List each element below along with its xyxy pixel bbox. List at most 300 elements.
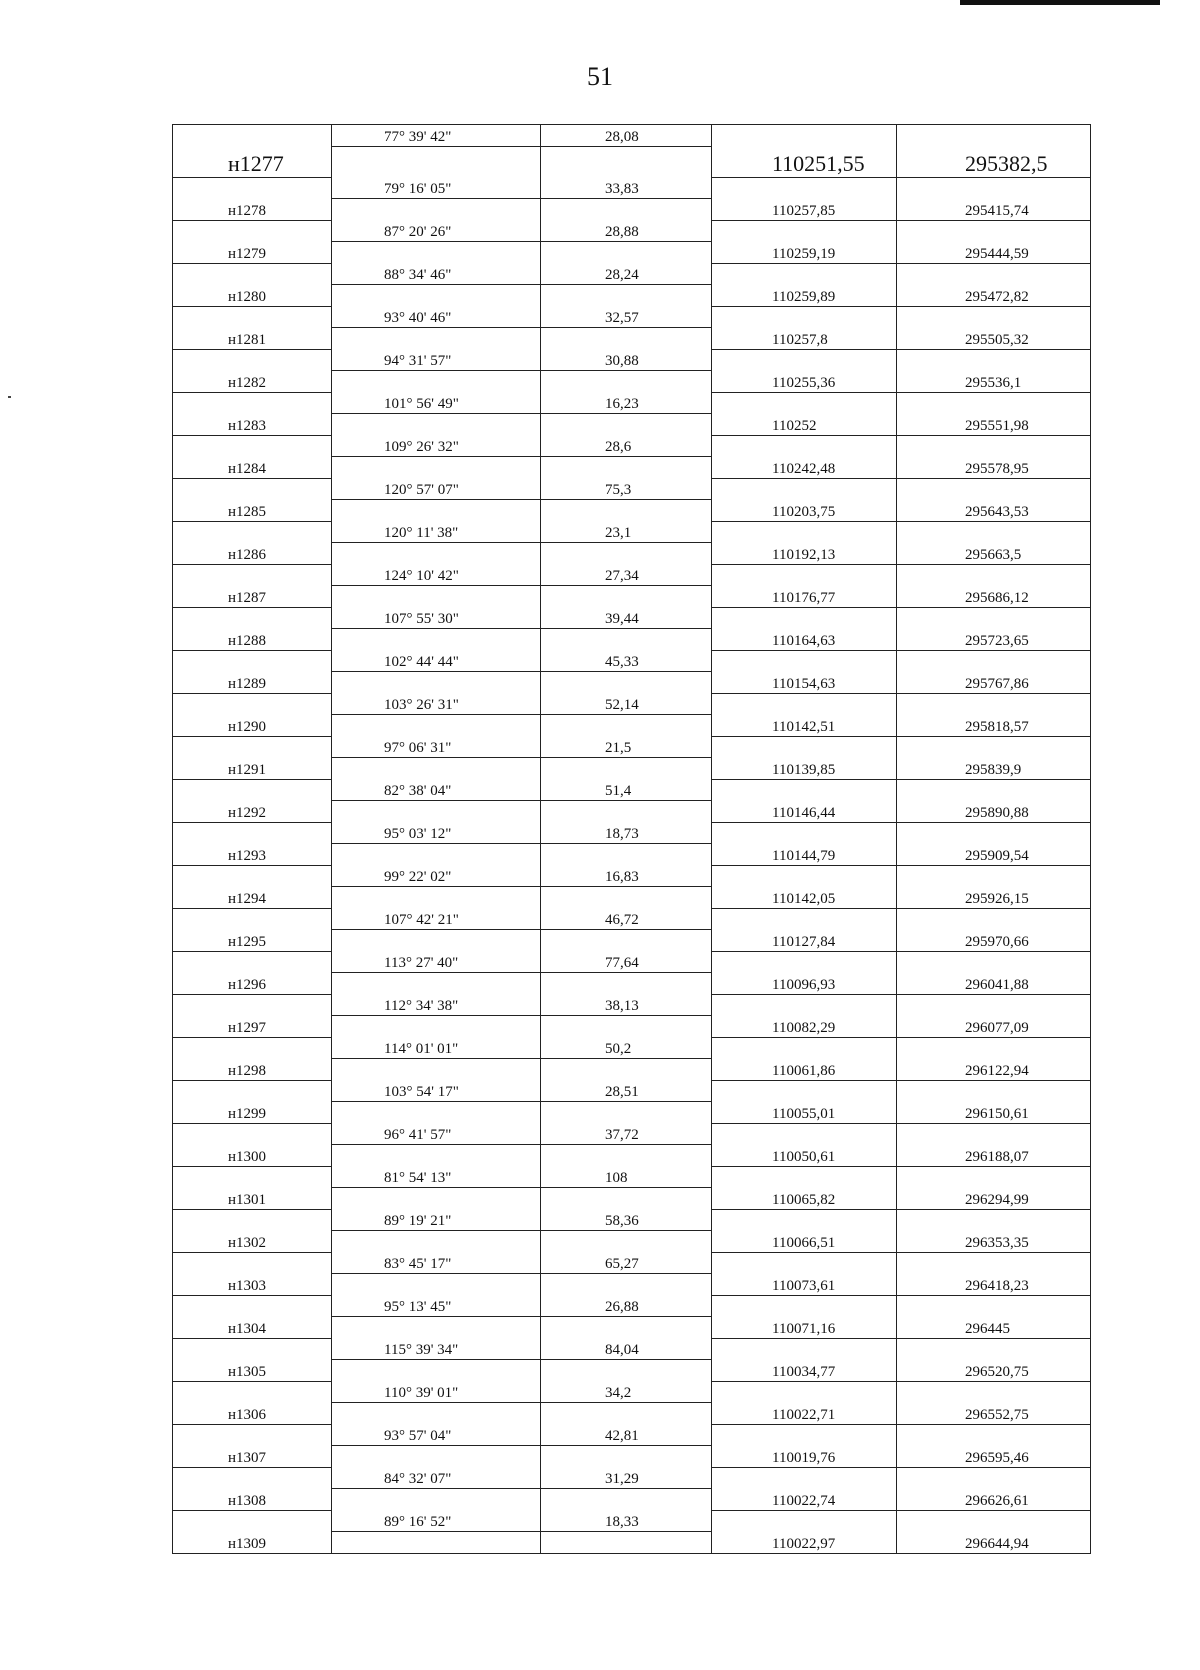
point-row <box>173 328 1091 350</box>
point-cell-empty <box>173 392 332 414</box>
direction-angle-cell: 83° 45' 17" <box>332 1252 541 1274</box>
point-row <box>173 715 1091 737</box>
y-coordinate-cell: 295926,15 <box>897 887 1091 909</box>
point-cell-empty <box>173 263 332 285</box>
direction-angle-cell: 77° 39' 42" <box>332 125 541 147</box>
direction-angle-cell: 103° 54' 17" <box>332 1080 541 1102</box>
point-row <box>173 1446 1091 1468</box>
point-id-cell: н1307 <box>173 1446 332 1468</box>
segment-length-cell-empty <box>541 973 712 995</box>
point-row <box>173 973 1091 995</box>
segment-row <box>173 1209 1091 1231</box>
point-id-cell: н1309 <box>173 1532 332 1554</box>
segment-length-cell: 18,33 <box>541 1510 712 1532</box>
point-cell-empty <box>173 564 332 586</box>
segment-length-cell-empty <box>541 457 712 479</box>
segment-length-cell: 51,4 <box>541 779 712 801</box>
segment-length-cell: 18,73 <box>541 822 712 844</box>
y-coordinate-cell-empty <box>897 607 1091 629</box>
segment-row <box>173 693 1091 715</box>
top-edge-rule <box>960 0 1160 5</box>
point-id-cell: н1281 <box>173 328 332 350</box>
point-id-cell: н1301 <box>173 1188 332 1210</box>
y-coordinate-cell-empty <box>897 349 1091 371</box>
direction-angle-cell-empty <box>332 930 541 952</box>
direction-angle-cell: 99° 22' 02" <box>332 865 541 887</box>
segment-row <box>173 564 1091 586</box>
point-row <box>173 199 1091 221</box>
y-coordinate-cell-empty <box>897 1467 1091 1489</box>
direction-angle-cell-empty <box>332 1532 541 1554</box>
x-coordinate-cell: 110203,75 <box>712 500 897 522</box>
segment-row <box>173 1338 1091 1360</box>
x-coordinate-cell-empty <box>712 564 897 586</box>
segment-length-cell-empty <box>541 586 712 608</box>
point-id-cell: н1295 <box>173 930 332 952</box>
y-coordinate-cell: 295723,65 <box>897 629 1091 651</box>
y-coordinate-cell: 295663,5 <box>897 543 1091 565</box>
point-cell-empty <box>173 693 332 715</box>
y-coordinate-cell-empty <box>897 564 1091 586</box>
x-coordinate-cell-empty <box>712 263 897 285</box>
x-coordinate-cell: 110142,05 <box>712 887 897 909</box>
segment-length-cell: 77,64 <box>541 951 712 973</box>
point-id-cell: н1282 <box>173 371 332 393</box>
direction-angle-cell: 88° 34' 46" <box>332 263 541 285</box>
direction-angle-cell: 79° 16' 05" <box>332 177 541 199</box>
point-cell-empty <box>173 736 332 758</box>
x-coordinate-cell-empty <box>712 220 897 242</box>
x-coordinate-cell: 110055,01 <box>712 1102 897 1124</box>
x-coordinate-cell-empty <box>712 908 897 930</box>
y-coordinate-cell-empty <box>897 1424 1091 1446</box>
point-id-cell: н1278 <box>173 199 332 221</box>
y-coordinate-cell: 295444,59 <box>897 242 1091 264</box>
point-cell-empty <box>173 1467 332 1489</box>
point-id-cell: н1305 <box>173 1360 332 1382</box>
point-row <box>173 629 1091 651</box>
direction-angle-cell: 95° 13' 45" <box>332 1295 541 1317</box>
direction-angle-cell: 87° 20' 26" <box>332 220 541 242</box>
point-cell-empty <box>173 779 332 801</box>
segment-length-cell-empty <box>541 414 712 436</box>
segment-row <box>173 736 1091 758</box>
y-coordinate-cell-empty <box>897 1381 1091 1403</box>
direction-angle-cell-empty <box>332 147 541 178</box>
point-cell-empty <box>173 822 332 844</box>
segment-length-cell: 65,27 <box>541 1252 712 1274</box>
point-row <box>173 285 1091 307</box>
point-cell-empty <box>173 908 332 930</box>
point-row <box>173 1016 1091 1038</box>
segment-row <box>173 1381 1091 1403</box>
segment-length-cell-empty <box>541 1403 712 1425</box>
segment-length-cell: 84,04 <box>541 1338 712 1360</box>
direction-angle-cell-empty <box>332 543 541 565</box>
x-coordinate-cell-empty <box>712 478 897 500</box>
point-id-cell: н1298 <box>173 1059 332 1081</box>
direction-angle-cell: 93° 57' 04" <box>332 1424 541 1446</box>
point-row <box>173 1102 1091 1124</box>
segment-length-cell: 30,88 <box>541 349 712 371</box>
x-coordinate-cell: 110164,63 <box>712 629 897 651</box>
point-cell-empty <box>173 1166 332 1188</box>
segment-row <box>173 1166 1091 1188</box>
segment-length-cell: 38,13 <box>541 994 712 1016</box>
direction-angle-cell-empty <box>332 1403 541 1425</box>
direction-angle-cell: 101° 56' 49" <box>332 392 541 414</box>
y-coordinate-cell: 296595,46 <box>897 1446 1091 1468</box>
segment-length-cell-empty <box>541 758 712 780</box>
point-id-cell: н1279 <box>173 242 332 264</box>
direction-angle-cell: 81° 54' 13" <box>332 1166 541 1188</box>
direction-angle-cell-empty <box>332 1317 541 1339</box>
x-coordinate-cell-empty <box>712 951 897 973</box>
x-coordinate-cell: 110127,84 <box>712 930 897 952</box>
x-coordinate-cell: 110065,82 <box>712 1188 897 1210</box>
point-cell-empty <box>173 1252 332 1274</box>
y-coordinate-cell: 296150,61 <box>897 1102 1091 1124</box>
point-id-cell: н1283 <box>173 414 332 436</box>
point-id-cell: н1308 <box>173 1489 332 1511</box>
y-coordinate-cell: 295472,82 <box>897 285 1091 307</box>
y-coordinate-cell-empty <box>897 779 1091 801</box>
direction-angle-cell: 109° 26' 32" <box>332 435 541 457</box>
segment-length-cell-empty <box>541 500 712 522</box>
coordinates-table-body <box>173 125 1091 1554</box>
direction-angle-cell: 120° 11' 38" <box>332 521 541 543</box>
y-coordinate-cell-empty <box>897 263 1091 285</box>
y-coordinate-cell-empty <box>897 392 1091 414</box>
segment-length-cell: 28,51 <box>541 1080 712 1102</box>
point-row <box>173 1145 1091 1167</box>
point-id-cell: н1277 <box>173 147 332 178</box>
direction-angle-cell-empty <box>332 1102 541 1124</box>
y-coordinate-cell: 296552,75 <box>897 1403 1091 1425</box>
point-id-cell: н1289 <box>173 672 332 694</box>
direction-angle-cell-empty <box>332 1145 541 1167</box>
segment-length-cell-empty <box>541 1532 712 1554</box>
x-coordinate-cell: 110050,61 <box>712 1145 897 1167</box>
y-coordinate-cell: 295767,86 <box>897 672 1091 694</box>
y-coordinate-cell-empty <box>897 1510 1091 1532</box>
y-coordinate-cell-empty <box>897 1338 1091 1360</box>
y-coordinate-cell-empty <box>897 1209 1091 1231</box>
y-coordinate-cell: 295536,1 <box>897 371 1091 393</box>
segment-row <box>173 779 1091 801</box>
direction-angle-cell: 113° 27' 40" <box>332 951 541 973</box>
point-id-cell: н1288 <box>173 629 332 651</box>
segment-length-cell-empty <box>541 1059 712 1081</box>
point-id-cell: н1294 <box>173 887 332 909</box>
x-coordinate-cell: 110066,51 <box>712 1231 897 1253</box>
segment-length-cell-empty <box>541 328 712 350</box>
x-coordinate-cell-empty <box>712 994 897 1016</box>
segment-length-cell: 31,29 <box>541 1467 712 1489</box>
direction-angle-cell-empty <box>332 242 541 264</box>
direction-angle-cell-empty <box>332 801 541 823</box>
point-id-cell: н1302 <box>173 1231 332 1253</box>
point-cell-empty <box>173 607 332 629</box>
segment-row <box>173 392 1091 414</box>
segment-length-cell-empty <box>541 242 712 264</box>
segment-length-cell-empty <box>541 715 712 737</box>
segment-row <box>173 220 1091 242</box>
direction-angle-cell-empty <box>332 758 541 780</box>
point-id-cell: н1300 <box>173 1145 332 1167</box>
point-id-cell: н1292 <box>173 801 332 823</box>
direction-angle-cell-empty <box>332 586 541 608</box>
segment-length-cell-empty <box>541 1274 712 1296</box>
y-coordinate-cell-empty <box>897 435 1091 457</box>
x-coordinate-cell: 110019,76 <box>712 1446 897 1468</box>
segment-row <box>173 1123 1091 1145</box>
point-id-cell: н1296 <box>173 973 332 995</box>
y-coordinate-cell: 296644,94 <box>897 1532 1091 1554</box>
x-coordinate-cell: 110082,29 <box>712 1016 897 1038</box>
point-cell-empty <box>173 1123 332 1145</box>
segment-length-cell: 34,2 <box>541 1381 712 1403</box>
segment-row <box>173 1295 1091 1317</box>
direction-angle-cell: 97° 06' 31" <box>332 736 541 758</box>
point-cell-empty <box>173 349 332 371</box>
point-id-cell: н1287 <box>173 586 332 608</box>
y-coordinate-cell: 295890,88 <box>897 801 1091 823</box>
point-row <box>173 457 1091 479</box>
x-coordinate-cell-empty <box>712 779 897 801</box>
segment-length-cell: 75,3 <box>541 478 712 500</box>
x-coordinate-cell-empty <box>712 1424 897 1446</box>
segment-length-cell-empty <box>541 1145 712 1167</box>
point-cell-empty <box>173 1295 332 1317</box>
point-cell-empty <box>173 177 332 199</box>
y-coordinate-cell: 295382,5 <box>897 147 1091 178</box>
y-coordinate-cell: 295909,54 <box>897 844 1091 866</box>
y-coordinate-cell: 295551,98 <box>897 414 1091 436</box>
segment-length-cell: 16,23 <box>541 392 712 414</box>
x-coordinate-cell: 110259,19 <box>712 242 897 264</box>
y-coordinate-cell: 295643,53 <box>897 500 1091 522</box>
x-coordinate-cell-empty <box>712 865 897 887</box>
y-coordinate-cell: 295839,9 <box>897 758 1091 780</box>
x-coordinate-cell-empty <box>712 736 897 758</box>
segment-length-cell: 46,72 <box>541 908 712 930</box>
page-number: 51 <box>587 62 613 91</box>
direction-angle-cell: 115° 39' 34" <box>332 1338 541 1360</box>
segment-length-cell: 50,2 <box>541 1037 712 1059</box>
point-row <box>173 147 1091 178</box>
segment-length-cell: 21,5 <box>541 736 712 758</box>
y-coordinate-cell: 296294,99 <box>897 1188 1091 1210</box>
segment-length-cell: 28,08 <box>541 125 712 147</box>
direction-angle-cell-empty <box>332 328 541 350</box>
point-cell-empty <box>173 435 332 457</box>
point-id-cell: н1286 <box>173 543 332 565</box>
y-coordinate-cell: 295818,57 <box>897 715 1091 737</box>
direction-angle-cell-empty <box>332 844 541 866</box>
y-coordinate-cell-empty <box>897 306 1091 328</box>
direction-angle-cell: 95° 03' 12" <box>332 822 541 844</box>
point-id-cell: н1285 <box>173 500 332 522</box>
y-coordinate-cell: 295686,12 <box>897 586 1091 608</box>
y-coordinate-cell-empty <box>897 736 1091 758</box>
x-coordinate-cell-empty <box>712 392 897 414</box>
direction-angle-cell: 107° 42' 21" <box>332 908 541 930</box>
point-row <box>173 1231 1091 1253</box>
y-coordinate-cell-empty <box>897 994 1091 1016</box>
direction-angle-cell: 89° 19' 21" <box>332 1209 541 1231</box>
x-coordinate-cell: 110257,8 <box>712 328 897 350</box>
y-coordinate-cell: 295970,66 <box>897 930 1091 952</box>
x-coordinate-cell-empty <box>712 349 897 371</box>
point-row <box>173 844 1091 866</box>
segment-row <box>173 521 1091 543</box>
x-coordinate-cell: 110146,44 <box>712 801 897 823</box>
segment-length-cell-empty <box>541 147 712 178</box>
y-coordinate-cell-empty <box>897 865 1091 887</box>
boundary-coordinates-table <box>172 124 1091 1554</box>
direction-angle-cell: 112° 34' 38" <box>332 994 541 1016</box>
point-row <box>173 758 1091 780</box>
y-coordinate-cell: 296041,88 <box>897 973 1091 995</box>
segment-length-cell-empty <box>541 1102 712 1124</box>
direction-angle-cell: 110° 39' 01" <box>332 1381 541 1403</box>
direction-angle-cell: 103° 26' 31" <box>332 693 541 715</box>
segment-row <box>173 1510 1091 1532</box>
segment-length-cell: 16,83 <box>541 865 712 887</box>
segment-length-cell-empty <box>541 1016 712 1038</box>
x-coordinate-cell-empty <box>712 435 897 457</box>
point-id-cell: н1284 <box>173 457 332 479</box>
segment-row <box>173 650 1091 672</box>
y-coordinate-cell-empty <box>897 125 1091 147</box>
segment-row <box>173 1467 1091 1489</box>
y-coordinate-cell: 296353,35 <box>897 1231 1091 1253</box>
point-cell-empty <box>173 1510 332 1532</box>
x-coordinate-cell-empty <box>712 1295 897 1317</box>
segment-length-cell: 27,34 <box>541 564 712 586</box>
segment-row <box>173 951 1091 973</box>
x-coordinate-cell: 110096,93 <box>712 973 897 995</box>
point-cell-empty <box>173 125 332 147</box>
x-coordinate-cell: 110022,74 <box>712 1489 897 1511</box>
y-coordinate-cell-empty <box>897 1037 1091 1059</box>
segment-length-cell: 39,44 <box>541 607 712 629</box>
direction-angle-cell-empty <box>332 887 541 909</box>
point-row <box>173 1360 1091 1382</box>
y-coordinate-cell-empty <box>897 1123 1091 1145</box>
segment-length-cell-empty <box>541 543 712 565</box>
direction-angle-cell-empty <box>332 1360 541 1382</box>
point-cell-empty <box>173 1080 332 1102</box>
point-id-cell: н1293 <box>173 844 332 866</box>
direction-angle-cell-empty <box>332 1446 541 1468</box>
y-coordinate-cell: 296520,75 <box>897 1360 1091 1382</box>
point-cell-empty <box>173 1209 332 1231</box>
x-coordinate-cell: 110252 <box>712 414 897 436</box>
point-cell-empty <box>173 306 332 328</box>
x-coordinate-cell-empty <box>712 1166 897 1188</box>
point-cell-empty <box>173 865 332 887</box>
direction-angle-cell: 93° 40' 46" <box>332 306 541 328</box>
point-cell-empty <box>173 220 332 242</box>
x-coordinate-cell-empty <box>712 1467 897 1489</box>
point-cell-empty <box>173 1338 332 1360</box>
segment-length-cell-empty <box>541 672 712 694</box>
y-coordinate-cell: 296626,61 <box>897 1489 1091 1511</box>
x-coordinate-cell-empty <box>712 650 897 672</box>
segment-row <box>173 177 1091 199</box>
y-coordinate-cell: 295578,95 <box>897 457 1091 479</box>
point-cell-empty <box>173 650 332 672</box>
segment-length-cell-empty <box>541 1188 712 1210</box>
direction-angle-cell-empty <box>332 715 541 737</box>
y-coordinate-cell: 295415,74 <box>897 199 1091 221</box>
point-row <box>173 1532 1091 1554</box>
direction-angle-cell-empty <box>332 199 541 221</box>
segment-row <box>173 435 1091 457</box>
x-coordinate-cell: 110176,77 <box>712 586 897 608</box>
direction-angle-cell-empty <box>332 457 541 479</box>
segment-length-cell: 37,72 <box>541 1123 712 1145</box>
point-id-cell: н1297 <box>173 1016 332 1038</box>
direction-angle-cell-empty <box>332 285 541 307</box>
point-row <box>173 242 1091 264</box>
segment-row <box>173 125 1091 147</box>
segment-row <box>173 865 1091 887</box>
point-cell-empty <box>173 1381 332 1403</box>
scan-speck <box>8 396 11 398</box>
segment-length-cell: 28,6 <box>541 435 712 457</box>
point-id-cell: н1304 <box>173 1317 332 1339</box>
direction-angle-cell: 102° 44' 44" <box>332 650 541 672</box>
x-coordinate-cell-empty <box>712 1080 897 1102</box>
point-row <box>173 586 1091 608</box>
segment-length-cell-empty <box>541 1231 712 1253</box>
x-coordinate-cell-empty <box>712 822 897 844</box>
segment-length-cell-empty <box>541 930 712 952</box>
y-coordinate-cell-empty <box>897 693 1091 715</box>
x-coordinate-cell-empty <box>712 607 897 629</box>
point-cell-empty <box>173 478 332 500</box>
x-coordinate-cell: 110034,77 <box>712 1360 897 1382</box>
point-row <box>173 414 1091 436</box>
segment-length-cell: 28,24 <box>541 263 712 285</box>
x-coordinate-cell: 110061,86 <box>712 1059 897 1081</box>
segment-row <box>173 1252 1091 1274</box>
segment-row <box>173 994 1091 1016</box>
direction-angle-cell-empty <box>332 629 541 651</box>
segment-length-cell-empty <box>541 1446 712 1468</box>
segment-length-cell: 28,88 <box>541 220 712 242</box>
direction-angle-cell: 89° 16' 52" <box>332 1510 541 1532</box>
point-row <box>173 672 1091 694</box>
point-row <box>173 500 1091 522</box>
x-coordinate-cell-empty <box>712 306 897 328</box>
segment-length-cell-empty <box>541 285 712 307</box>
y-coordinate-cell-empty <box>897 951 1091 973</box>
x-coordinate-cell-empty <box>712 1123 897 1145</box>
x-coordinate-cell: 110257,85 <box>712 199 897 221</box>
point-row <box>173 1403 1091 1425</box>
point-row <box>173 543 1091 565</box>
x-coordinate-cell-empty <box>712 125 897 147</box>
y-coordinate-cell: 295505,32 <box>897 328 1091 350</box>
segment-row <box>173 1037 1091 1059</box>
segment-length-cell-empty <box>541 629 712 651</box>
x-coordinate-cell: 110073,61 <box>712 1274 897 1296</box>
direction-angle-cell: 124° 10' 42" <box>332 564 541 586</box>
